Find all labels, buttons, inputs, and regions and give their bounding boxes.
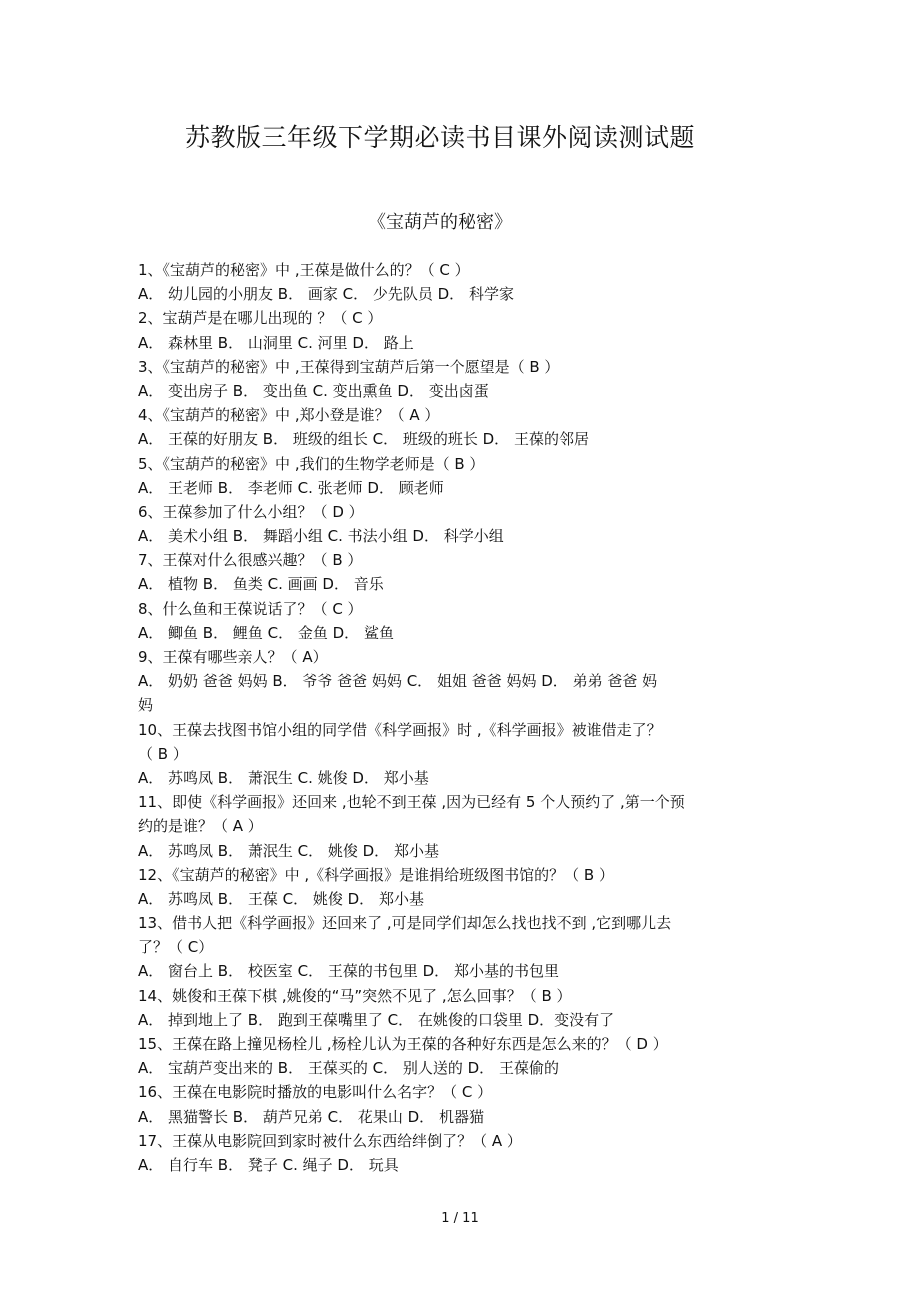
answer-options: A． 苏鸣凤 B． 王葆 C． 姚俊 D． 郑小基	[138, 889, 424, 908]
answer-options: A． 黑猫警长 B． 葫芦兄弟 C． 花果山 D． 机器猫	[138, 1107, 484, 1126]
question-line: 5、《宝葫芦的秘密》中 ,我们的生物学老师是（ B ）	[138, 454, 485, 473]
question-line: 13、借书人把《科学画报》还回来了 ,可是同学们却怎么找也找不到 ,它到哪儿去	[138, 914, 672, 933]
answer-options: A． 奶奶 爸爸 妈妈 B． 爷爷 爸爸 妈妈 C． 姐姐 爸爸 妈妈 D． 弟弟 爸爸 妈	[138, 672, 658, 691]
question-line: 10、王葆去找图书馆小组的同学借《科学画报》时 ,《科学画报》被谁借走了？	[138, 720, 662, 739]
answer-options: A． 宝葫芦变出来的 B． 王葆买的 C． 别人送的 D． 王葆偷的	[138, 1059, 559, 1078]
question-line: 7、王葆对什么很感兴趣？（ B ）	[138, 551, 363, 570]
answer-options: A． 王葆的好朋友 B． 班级的组长 C． 班级的班长 D． 王葆的邻居	[138, 430, 589, 449]
question-line: 1、《宝葫芦的秘密》中 ,王葆是做什么的？（ C ）	[138, 261, 470, 279]
question-line: 2、宝葫芦是在哪儿出现的 ？（ C ）	[138, 309, 383, 328]
document-subtitle: 《宝葫芦的秘密》	[368, 212, 512, 233]
question-line: 12、《宝葫芦的秘密》中 ,《科学画报》是谁捐给班级图书馆的？（ B ）	[138, 865, 614, 884]
page-number: 1 / 11	[441, 1211, 479, 1226]
answer-options: A． 苏鸣凤 B． 萧泯生 C． 姚俊 D． 郑小基	[138, 841, 439, 860]
answer-options: A． 变出房子 B． 变出鱼 C. 变出熏鱼 D． 变出卤蛋	[138, 381, 489, 400]
question-list	[138, 258, 783, 1177]
question-line: 6、王葆参加了什么小组？（ D ）	[138, 502, 364, 521]
question-line: 约的是谁？（ A ）	[138, 817, 263, 836]
question-line: 9、王葆有哪些亲人？（ A）	[138, 648, 328, 666]
answer-options: A． 自行车 B． 凳子 C. 绳子 D． 玩具	[138, 1155, 399, 1174]
question-line: 8、什么鱼和王葆说话了？（ C ）	[138, 599, 363, 618]
question-line: 14、姚俊和王葆下棋 ,姚俊的“马”突然不见了 ,怎么回事？（ B ）	[138, 986, 572, 1005]
answer-options: A． 植物 B． 鱼类 C. 画画 D． 音乐	[138, 575, 384, 594]
answer-options: A． 窗台上 B． 校医室 C． 王葆的书包里 D． 郑小基的书包里	[138, 962, 559, 981]
question-line: 15、王葆在路上撞见杨栓儿 ,杨栓儿认为王葆的各种好东西是怎么来的？（ D ）	[138, 1035, 668, 1053]
document-title: 苏教版三年级下学期必读书目课外阅读测试题	[184, 123, 695, 152]
answer-options: A． 鲫鱼 B． 鲤鱼 C． 金鱼 D． 鲨鱼	[138, 623, 394, 642]
question-line: 3、《宝葫芦的秘密》中 ,王葆得到宝葫芦后第一个愿望是（ B ）	[138, 357, 560, 376]
question-line: 16、王葆在电影院时播放的电影叫什么名字？（ C ）	[138, 1083, 493, 1102]
answer-options: A． 森林里 B． 山洞里 C. 河里 D． 路上	[138, 333, 414, 352]
question-line: （ B ）	[138, 744, 188, 763]
answer-options: A． 美术小组 B． 舞蹈小组 C. 书法小组 D． 科学小组	[138, 527, 504, 546]
question-line: 4、《宝葫芦的秘密》中 ,郑小登是谁？（ A ）	[138, 406, 440, 425]
question-line: 11、即使《科学画报》还回来 ,也轮不到王葆 ,因为已经有 5 个人预约了 ,第一个预	[138, 793, 685, 812]
question-line: 17、王葆从电影院回到家时被什么东西给绊倒了？（ A ）	[138, 1131, 522, 1150]
answer-options: A． 王老师 B． 李老师 C. 张老师 D． 顾老师	[138, 478, 444, 497]
answer-options: A． 掉到地上了 B． 跑到王葆嘴里了 C． 在姚俊的口袋里 D．变没有了	[138, 1010, 615, 1029]
answer-options: A． 苏鸣凤 B． 萧泯生 C. 姚俊 D． 郑小基	[138, 768, 429, 787]
question-line: 了？（ C）	[138, 938, 214, 957]
question-line: 妈	[138, 696, 154, 715]
answer-options: A． 幼儿园的小朋友 B． 画家 C． 少先队员 D． 科学家	[138, 285, 514, 304]
